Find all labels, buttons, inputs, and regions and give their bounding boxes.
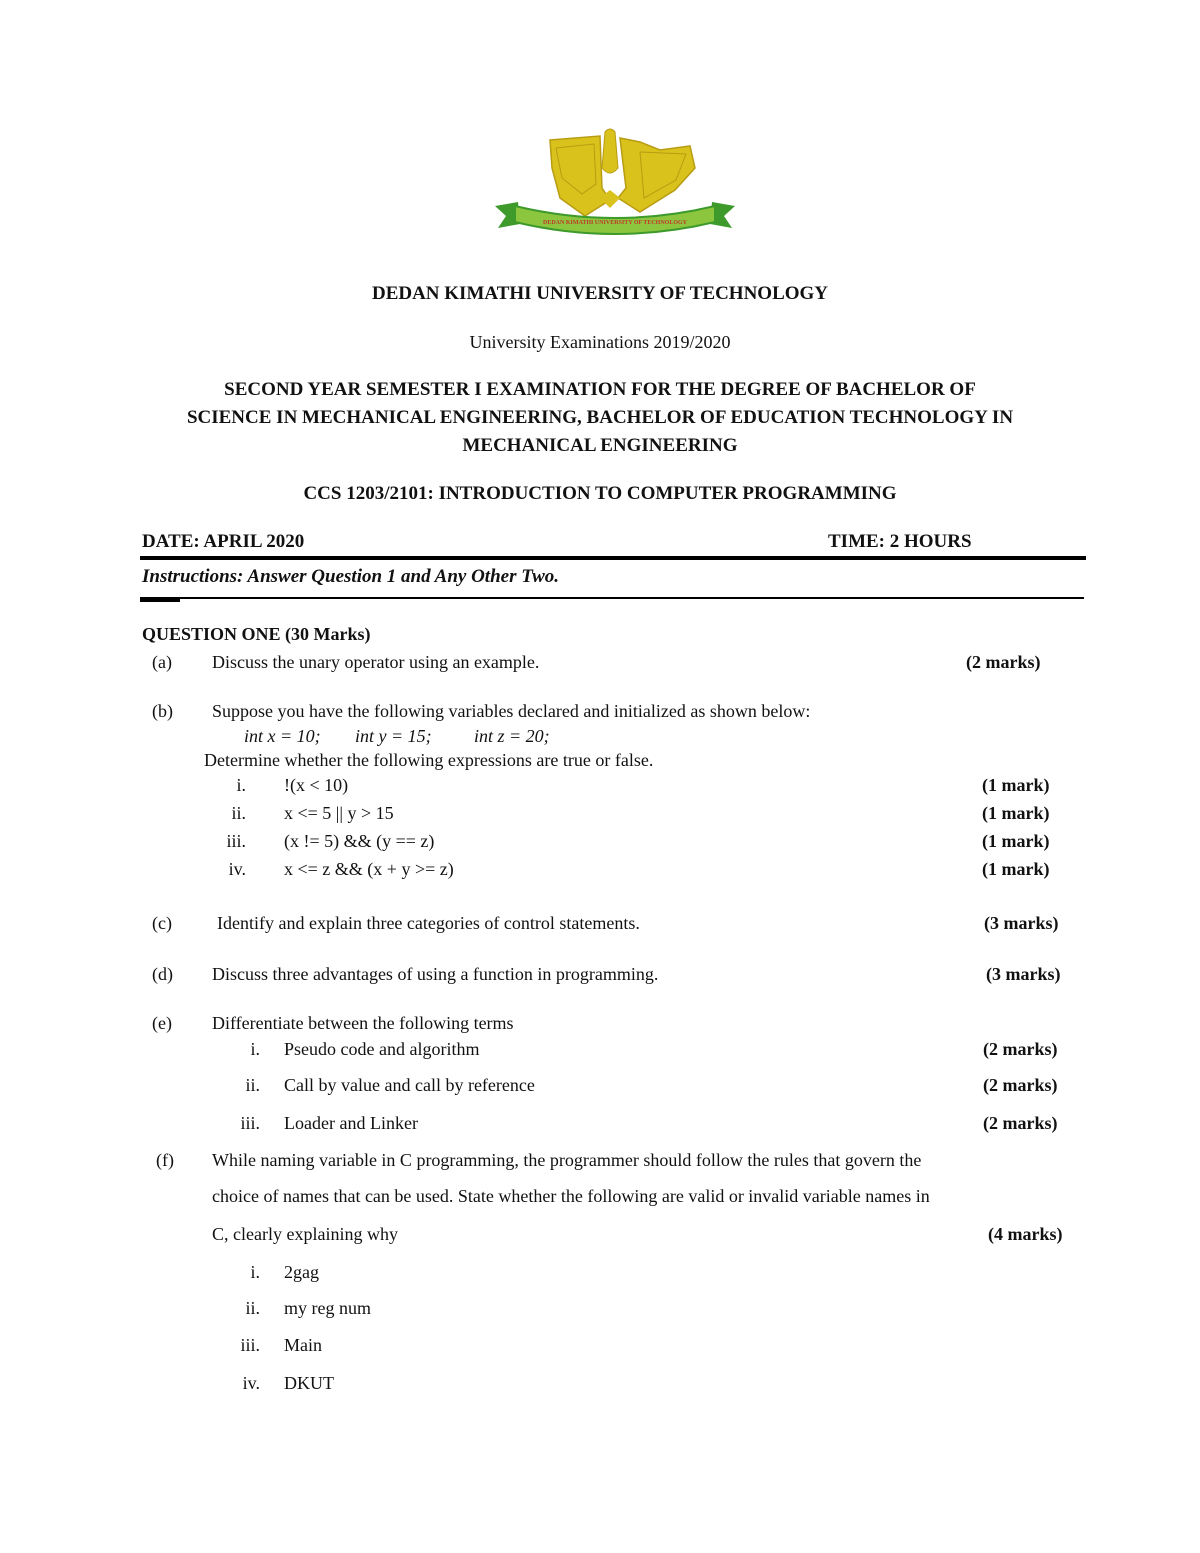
- header-rule-bottom: [140, 597, 1084, 599]
- q-b-decl-x: int x = 10;: [244, 726, 321, 746]
- header-rule-top: [140, 556, 1086, 560]
- q-d-marks: (3 marks): [986, 964, 1061, 984]
- q-b-determine: Determine whether the following expressions are true or false.: [204, 750, 654, 770]
- q-e-text: Differentiate between the following terms: [212, 1013, 514, 1033]
- q-e-item-marks: (2 marks): [983, 1075, 1058, 1095]
- q-e-item-text: Pseudo code and algorithm: [284, 1039, 480, 1059]
- university-logo: [490, 128, 740, 248]
- q-b-item-marks: (1 mark): [982, 859, 1050, 879]
- exam-title-line-1: SECOND YEAR SEMESTER I EXAMINATION FOR THE DEGREE OF BACHELOR OF: [224, 379, 976, 400]
- q-f-line-3: C, clearly explaining why: [212, 1224, 398, 1244]
- q-f-item-num: ii.: [245, 1298, 260, 1318]
- q-f-item-text: Main: [284, 1335, 322, 1355]
- q-b-item-num: iii.: [226, 831, 246, 851]
- exam-date: DATE: APRIL 2020: [142, 531, 305, 552]
- exam-title-line-2: SCIENCE IN MECHANICAL ENGINEERING, BACHELOR OF EDUCATION TECHNOLOGY IN: [186, 407, 1014, 428]
- logo-right-wing: [618, 138, 695, 212]
- q-a-label: (a): [152, 652, 172, 672]
- svg-text:DEDAN KIMATHI UNIVERSITY OF TE: DEDAN KIMATHI UNIVERSITY OF TECHNOLOGY: [542, 220, 688, 226]
- exam-year: University Examinations 2019/2020: [469, 332, 731, 352]
- q-a-marks: (2 marks): [966, 652, 1041, 672]
- q-f-item-num: i.: [250, 1262, 260, 1282]
- q-c-text: Identify and explain three categories of control statements.: [217, 913, 640, 933]
- logo-graphic: [490, 128, 740, 248]
- q-b-item-expr: x <= z && (x + y >= z): [284, 859, 454, 879]
- q-a-text: Discuss the unary operator using an example.: [212, 652, 540, 672]
- q-f-line-2: choice of names that can be used. State whether the following are valid or invalid variable names in: [212, 1186, 930, 1206]
- exam-title-line-3: MECHANICAL ENGINEERING: [462, 435, 738, 456]
- q-e-item-num: i.: [250, 1039, 260, 1059]
- university-name: DEDAN KIMATHI UNIVERSITY OF TECHNOLOGY: [371, 283, 829, 304]
- q-c-marks: (3 marks): [984, 913, 1059, 933]
- q-b-text: Suppose you have the following variables declared and initialized as shown below:: [212, 701, 811, 721]
- instructions: Instructions: Answer Question 1 and Any Other Two.: [142, 566, 560, 587]
- q-d-label: (d): [152, 964, 173, 984]
- q-b-item-marks: (1 mark): [982, 831, 1050, 851]
- course-title: CCS 1203/2101: INTRODUCTION TO COMPUTER PROGRAMMING: [303, 483, 897, 504]
- q-b-decl-y: int y = 15;: [355, 726, 432, 746]
- q-f-label: (f): [156, 1150, 174, 1170]
- q-e-item-num: ii.: [245, 1075, 260, 1095]
- q-b-item-marks: (1 mark): [982, 803, 1050, 823]
- q-b-label: (b): [152, 701, 173, 721]
- q-f-marks: (4 marks): [988, 1224, 1063, 1244]
- q-e-item-marks: (2 marks): [983, 1039, 1058, 1059]
- q-f-item-text: 2gag: [284, 1262, 319, 1282]
- q-e-item-num: iii.: [240, 1113, 260, 1133]
- q-b-decl-z: int z = 20;: [474, 726, 550, 746]
- q-b-item-num: ii.: [231, 803, 246, 823]
- question-title: QUESTION ONE (30 Marks): [142, 624, 371, 644]
- q-b-item-num: iv.: [228, 859, 246, 879]
- q-f-line-1: While naming variable in C programming, the programmer should follow the rules that govern the: [212, 1150, 922, 1170]
- q-b-item-marks: (1 mark): [982, 775, 1050, 795]
- q-f-item-num: iv.: [242, 1373, 260, 1393]
- header-rule-accent: [140, 599, 180, 602]
- q-f-item-text: DKUT: [284, 1373, 334, 1393]
- q-f-item-text: my reg num: [284, 1298, 371, 1318]
- q-b-item-num: i.: [236, 775, 246, 795]
- q-e-item-text: Loader and Linker: [284, 1113, 418, 1133]
- q-b-item-expr: (x != 5) && (y == z): [284, 831, 435, 851]
- q-e-item-marks: (2 marks): [983, 1113, 1058, 1133]
- q-b-item-expr: x <= 5 || y > 15: [284, 803, 394, 823]
- q-f-item-num: iii.: [240, 1335, 260, 1355]
- exam-time: TIME: 2 HOURS: [828, 531, 972, 552]
- q-e-item-text: Call by value and call by reference: [284, 1075, 535, 1095]
- q-b-item-expr: !(x < 10): [284, 775, 349, 795]
- q-d-text: Discuss three advantages of using a function in programming.: [212, 964, 659, 984]
- q-e-label: (e): [152, 1013, 172, 1033]
- q-c-label: (c): [152, 913, 172, 933]
